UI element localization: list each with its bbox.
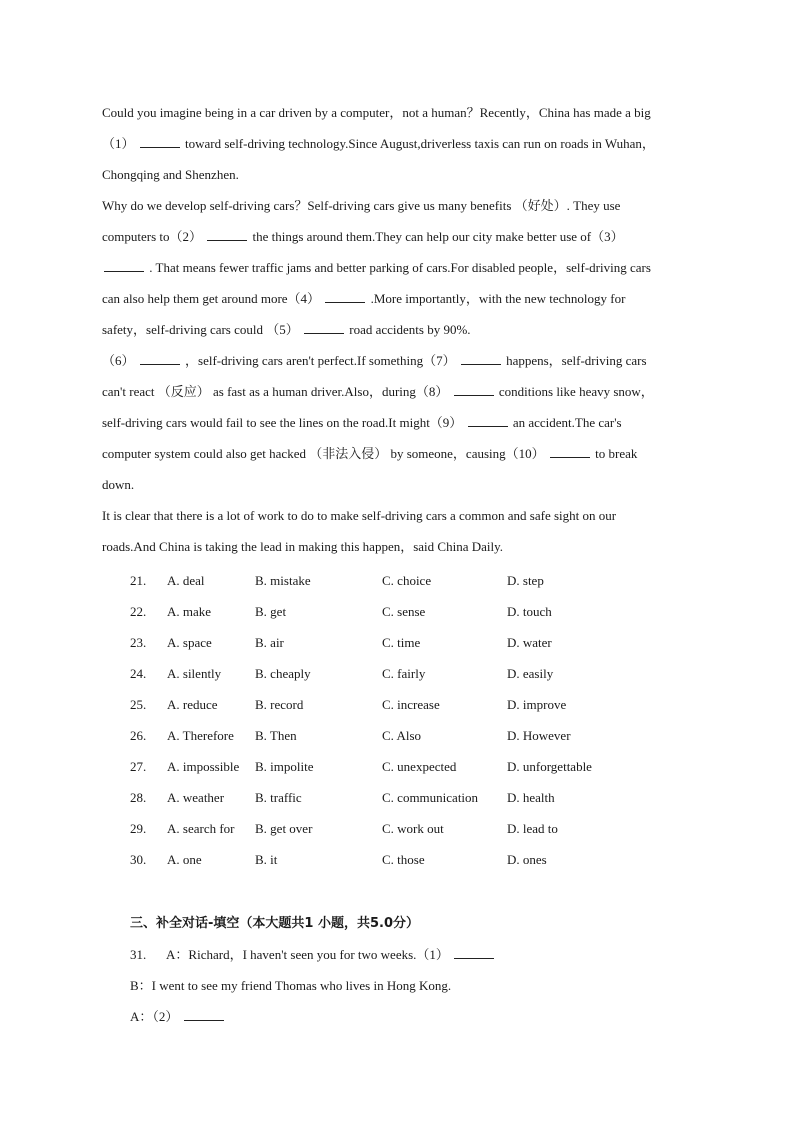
option-a[interactable]: A. one (167, 852, 202, 867)
passage-text: safety，self-driving cars could （5） (102, 322, 303, 337)
option-c[interactable]: C. sense (382, 604, 426, 619)
passage-line (102, 500, 702, 531)
passage-line (102, 469, 702, 500)
passage-line (102, 531, 702, 562)
passage-line (102, 314, 702, 345)
answer-blank[interactable] (104, 257, 144, 272)
option-d[interactable]: D. improve (507, 697, 567, 712)
dialogue-text: B：I went to see my friend Thomas who lives in Hong Kong. (130, 978, 452, 993)
cloze-passage (102, 97, 702, 562)
dialogue-text: A：（2） (130, 1009, 179, 1024)
option-b[interactable]: B. Then (255, 728, 297, 743)
passage-text: road accidents by 90%. (346, 322, 471, 337)
passage-text: can't react （反应） as fast as a human driver.Also，during（8） (102, 384, 452, 399)
question-row (130, 658, 690, 689)
passage-text: down. (102, 477, 135, 492)
question-row (130, 844, 690, 875)
option-d[interactable]: D. step (507, 573, 544, 588)
question-number: 23. (130, 635, 147, 650)
section-heading: 三、补全对话-填空（本大题共1 小题，共5.0分） (130, 916, 419, 931)
question-row (130, 813, 690, 844)
option-c[interactable]: C. work out (382, 821, 444, 836)
question-row (130, 627, 690, 658)
answer-blank[interactable] (468, 412, 508, 427)
passage-text: self-driving cars would fail to see the lines on the road.It might（9） (102, 415, 466, 430)
answer-blank[interactable] (140, 350, 180, 365)
option-b[interactable]: B. traffic (255, 790, 302, 805)
passage-text: the things around them.They can help our city make better use of（3） (249, 229, 624, 244)
question-number: 24. (130, 666, 147, 681)
passage-line (102, 283, 702, 314)
passage-line (102, 97, 702, 128)
option-c[interactable]: C. increase (382, 697, 440, 712)
question-row (130, 720, 690, 751)
option-c[interactable]: C. time (382, 635, 421, 650)
passage-text: （1） (102, 136, 138, 151)
option-c[interactable]: C. those (382, 852, 425, 867)
option-c[interactable]: C. Also (382, 728, 422, 743)
passage-text: computers to（2） (102, 229, 206, 244)
passage-text: . That means fewer traffic jams and better parking of cars.For disabled people，self-driving cars (146, 260, 651, 275)
option-b[interactable]: B. get (255, 604, 287, 619)
passage-text: It is clear that there is a lot of work to do to make self-driving cars a common and safe sight on our (102, 508, 617, 523)
dialogue-line-3 (130, 1001, 226, 1032)
option-b[interactable]: B. cheaply (255, 666, 311, 681)
option-a[interactable]: A. deal (167, 573, 205, 588)
question-row (130, 596, 690, 627)
option-b[interactable]: B. it (255, 852, 278, 867)
option-c[interactable]: C. communication (382, 790, 479, 805)
option-b[interactable]: B. mistake (255, 573, 311, 588)
passage-text: ，self-driving cars aren't perfect.If something（7） (181, 353, 459, 368)
answer-blank[interactable] (550, 443, 590, 458)
question-number: 27. (130, 759, 147, 774)
passage-line (102, 376, 702, 407)
passage-line (102, 190, 702, 221)
passage-text: can also help them get around more（4） (102, 291, 324, 306)
dialogue-line-1 (130, 939, 496, 970)
option-c[interactable]: C. unexpected (382, 759, 457, 774)
passage-line (102, 345, 702, 376)
question-row (130, 782, 690, 813)
option-b[interactable]: B. air (255, 635, 284, 650)
passage-line (102, 128, 702, 159)
option-c[interactable]: C. choice (382, 573, 432, 588)
option-a[interactable]: A. make (167, 604, 212, 619)
option-a[interactable]: A. space (167, 635, 212, 650)
passage-text: to break (591, 446, 638, 461)
passage-text: roads.And China is taking the lead in making this happen，said China Daily. (102, 539, 504, 554)
passage-line (102, 407, 702, 438)
question-number: 29. (130, 821, 147, 836)
question-number: 26. (130, 728, 147, 743)
answer-blank[interactable] (207, 226, 247, 241)
passage-text: an accident.The car's (509, 415, 622, 430)
passage-line (102, 438, 702, 469)
question-row (130, 565, 690, 596)
option-d[interactable]: D. health (507, 790, 555, 805)
dialogue-line-2 (130, 970, 451, 1001)
option-b[interactable]: B. impolite (255, 759, 314, 774)
passage-line (102, 221, 702, 252)
question-row (130, 689, 690, 720)
option-a[interactable]: A. Therefore (167, 728, 234, 743)
option-d[interactable]: D. However (507, 728, 571, 743)
answer-blank[interactable] (140, 133, 180, 148)
dialogue-text: A：Richard，I haven't seen you for two weeks.（1） (166, 947, 449, 962)
answer-blank[interactable] (454, 944, 494, 959)
option-d[interactable]: D. water (507, 635, 552, 650)
option-d[interactable]: D. touch (507, 604, 552, 619)
option-a[interactable]: A. weather (167, 790, 225, 805)
question-number: 21. (130, 573, 147, 588)
question-number: 28. (130, 790, 147, 805)
question-row (130, 751, 690, 782)
option-b[interactable]: B. get over (255, 821, 313, 836)
option-a[interactable]: A. silently (167, 666, 222, 681)
passage-text: Why do we develop self-driving cars？Self-driving cars give us many benefits （好处）. They use (102, 198, 621, 213)
answer-blank[interactable] (454, 381, 494, 396)
option-d[interactable]: D. lead to (507, 821, 558, 836)
passage-text: Could you imagine being in a car driven by a computer，not a human？Recently，China has made a big (102, 105, 651, 120)
passage-text: happens，self-driving cars (502, 353, 647, 368)
answer-blank[interactable] (325, 288, 365, 303)
passage-text: Chongqing and Shenzhen. (102, 167, 239, 182)
passage-line (102, 252, 702, 283)
option-d[interactable]: D. easily (507, 666, 554, 681)
passage-line (102, 159, 702, 190)
answer-blank[interactable] (304, 319, 344, 334)
option-d[interactable]: D. unforgettable (507, 759, 592, 774)
answer-blank[interactable] (184, 1006, 224, 1021)
option-a[interactable]: A. impossible (167, 759, 240, 774)
option-d[interactable]: D. ones (507, 852, 547, 867)
question-number: 22. (130, 604, 147, 619)
passage-text: conditions like heavy snow， (495, 384, 654, 399)
question-number: 25. (130, 697, 147, 712)
passage-text: （6） (102, 353, 138, 368)
passage-text: .More importantly，with the new technology for (367, 291, 626, 306)
option-c[interactable]: C. fairly (382, 666, 426, 681)
passage-text: toward self-driving technology.Since August,driverless taxis can run on roads in Wuhan， (181, 136, 655, 151)
question-number: 30. (130, 852, 147, 867)
answer-blank[interactable] (461, 350, 501, 365)
option-b[interactable]: B. record (255, 697, 304, 712)
question-number: 31. (130, 947, 147, 962)
option-a[interactable]: A. search for (167, 821, 235, 836)
passage-text: computer system could also get hacked （非法入侵） by someone，causing（10） (102, 446, 548, 461)
option-a[interactable]: A. reduce (167, 697, 218, 712)
